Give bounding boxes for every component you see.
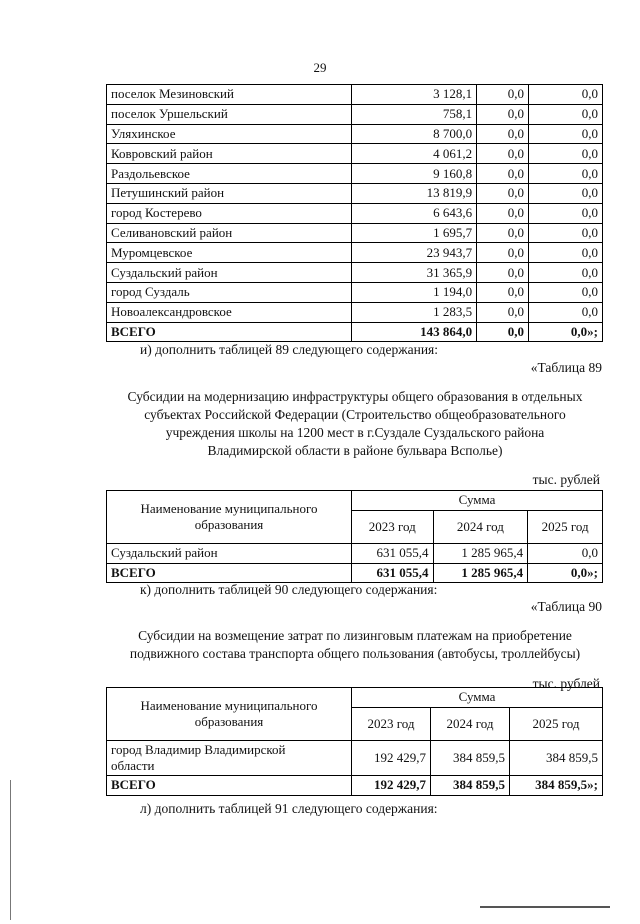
cell-2023: 192 429,7 bbox=[352, 775, 431, 795]
table-row bbox=[107, 302, 603, 322]
header-year: 2024 год bbox=[433, 510, 528, 543]
cell-2025: 0,0 bbox=[528, 203, 602, 223]
cell-2024: 0,0 bbox=[477, 322, 529, 342]
cell-2025: 0,0»; bbox=[528, 322, 602, 342]
header-year: 2024 год bbox=[430, 707, 509, 740]
cell-2024: 1 285 965,4 bbox=[433, 543, 528, 563]
header-name-line: образования bbox=[194, 516, 264, 532]
table-row bbox=[107, 282, 603, 302]
cell-2025: 0,0 bbox=[528, 302, 602, 322]
cell-2025: 0,0 bbox=[528, 124, 602, 144]
header-name bbox=[107, 688, 352, 741]
title-line: субъектах Российской Федерации (Строительство общеобразовательного bbox=[144, 407, 566, 422]
units-label: тыс. рублей bbox=[532, 676, 600, 691]
cell-2025: 384 859,5»; bbox=[509, 775, 602, 795]
cell-2023: 3 128,1 bbox=[352, 85, 477, 105]
title-line: Субсидии на возмещение затрат по лизинговым платежам на приобретение bbox=[138, 628, 572, 643]
units-label: тыс. рублей bbox=[532, 472, 600, 487]
scan-artifact-line bbox=[10, 780, 11, 920]
table-89-title bbox=[100, 388, 610, 460]
cell-2024: 0,0 bbox=[477, 104, 529, 124]
cell-2025: 0,0»; bbox=[528, 563, 603, 583]
scan-artifact-line bbox=[480, 906, 610, 908]
cell-2024: 0,0 bbox=[477, 203, 529, 223]
cell-2025: 0,0 bbox=[528, 183, 602, 203]
cell-2023: 1 283,5 bbox=[352, 302, 477, 322]
row-name: ВСЕГО bbox=[107, 322, 352, 342]
table-90-title bbox=[100, 627, 610, 663]
cell-2023: 631 055,4 bbox=[352, 543, 434, 563]
table-row bbox=[107, 164, 603, 184]
cell-2025: 0,0 bbox=[528, 223, 602, 243]
table-89-label: «Таблица 89 bbox=[530, 360, 602, 375]
row-name: Уляхинское bbox=[107, 124, 352, 144]
table-row bbox=[107, 243, 603, 263]
page-number: 29 bbox=[313, 60, 327, 75]
table-row bbox=[107, 124, 603, 144]
cell-2024: 0,0 bbox=[477, 164, 529, 184]
table-row bbox=[107, 263, 603, 283]
header-year: 2023 год bbox=[352, 707, 431, 740]
row-name: Петушинский район bbox=[107, 183, 352, 203]
cell-2025: 0,0 bbox=[528, 263, 602, 283]
header-sum: Сумма bbox=[352, 491, 603, 511]
table-88-continuation bbox=[106, 84, 603, 342]
table-89 bbox=[106, 490, 603, 583]
cell-2024: 0,0 bbox=[477, 124, 529, 144]
table-90 bbox=[106, 687, 603, 796]
total-row bbox=[107, 775, 603, 795]
cell-2024: 0,0 bbox=[477, 263, 529, 283]
title-line: подвижного состава транспорта общего пользования (автобусы, троллейбусы) bbox=[129, 646, 581, 661]
cell-2024: 0,0 bbox=[477, 85, 529, 105]
cell-2024: 0,0 bbox=[477, 144, 529, 164]
paragraph-k: к) дополнить таблицей 90 следующего содержания: bbox=[140, 582, 438, 597]
row-name: город Костерево bbox=[107, 203, 352, 223]
header-year: 2025 год bbox=[528, 510, 603, 543]
cell-2023: 6 643,6 bbox=[352, 203, 477, 223]
header-year: 2023 год bbox=[352, 510, 434, 543]
cell-2025: 0,0 bbox=[528, 85, 602, 105]
row-name bbox=[107, 740, 352, 775]
cell-2023: 8 700,0 bbox=[352, 124, 477, 144]
cell-2025: 0,0 bbox=[528, 164, 602, 184]
cell-2023: 192 429,7 bbox=[352, 740, 431, 775]
header-sum: Сумма bbox=[352, 688, 603, 708]
table-90-label: «Таблица 90 bbox=[530, 599, 602, 614]
row-name: город Суздаль bbox=[107, 282, 352, 302]
cell-2024: 0,0 bbox=[477, 223, 529, 243]
total-row bbox=[107, 563, 603, 583]
row-name-line: город Владимир Владимирской bbox=[111, 741, 286, 757]
cell-2024: 0,0 bbox=[477, 183, 529, 203]
row-name: Раздольевское bbox=[107, 164, 352, 184]
row-name: ВСЕГО bbox=[107, 563, 352, 583]
header-name-line: образования bbox=[194, 713, 264, 729]
row-name: Суздальский район bbox=[107, 263, 352, 283]
cell-2024: 0,0 bbox=[477, 243, 529, 263]
row-name: Муромцевское bbox=[107, 243, 352, 263]
cell-2024: 384 859,5 bbox=[430, 775, 509, 795]
row-name: поселок Мезиновский bbox=[107, 85, 352, 105]
header-name-line: Наименование муниципального bbox=[140, 500, 318, 516]
table-row bbox=[107, 543, 603, 563]
row-name: ВСЕГО bbox=[107, 775, 352, 795]
cell-2025: 384 859,5 bbox=[509, 740, 602, 775]
paragraph-l: л) дополнить таблицей 91 следующего содержания: bbox=[140, 801, 438, 816]
header-name-line: Наименование муниципального bbox=[140, 697, 318, 713]
table-row bbox=[107, 223, 603, 243]
title-line: Владимирской области в районе бульвара Всполье) bbox=[207, 443, 503, 458]
cell-2025: 0,0 bbox=[528, 243, 602, 263]
header-name bbox=[107, 491, 352, 544]
cell-2025: 0,0 bbox=[528, 144, 602, 164]
table-row bbox=[107, 144, 603, 164]
row-name-line: области bbox=[111, 757, 155, 773]
cell-2023: 1 194,0 bbox=[352, 282, 477, 302]
table-row bbox=[107, 85, 603, 105]
table-88-body bbox=[107, 85, 603, 342]
row-name: поселок Уршельский bbox=[107, 104, 352, 124]
table-row bbox=[107, 740, 603, 775]
cell-2023: 31 365,9 bbox=[352, 263, 477, 283]
row-name: Ковровский район bbox=[107, 144, 352, 164]
cell-2023: 1 695,7 bbox=[352, 223, 477, 243]
title-line: учреждения школы на 1200 мест в г.Суздале Суздальского района bbox=[165, 425, 545, 440]
cell-2024: 0,0 bbox=[477, 302, 529, 322]
cell-2023: 4 061,2 bbox=[352, 144, 477, 164]
cell-2023: 758,1 bbox=[352, 104, 477, 124]
table-row bbox=[107, 203, 603, 223]
row-name: Селивановский район bbox=[107, 223, 352, 243]
total-row bbox=[107, 322, 603, 342]
title-line: Субсидии на модернизацию инфраструктуры общего образования в отдельных bbox=[127, 389, 583, 404]
table-row bbox=[107, 104, 603, 124]
cell-2023: 9 160,8 bbox=[352, 164, 477, 184]
cell-2024: 1 285 965,4 bbox=[433, 563, 528, 583]
cell-2025: 0,0 bbox=[528, 104, 602, 124]
cell-2023: 13 819,9 bbox=[352, 183, 477, 203]
cell-2025: 0,0 bbox=[528, 282, 602, 302]
cell-2023: 23 943,7 bbox=[352, 243, 477, 263]
table-row bbox=[107, 183, 603, 203]
cell-2025: 0,0 bbox=[528, 543, 603, 563]
cell-2024: 0,0 bbox=[477, 282, 529, 302]
cell-2023: 143 864,0 bbox=[352, 322, 477, 342]
row-name: Суздальский район bbox=[107, 543, 352, 563]
paragraph-i: и) дополнить таблицей 89 следующего содержания: bbox=[140, 342, 439, 357]
cell-2023: 631 055,4 bbox=[352, 563, 434, 583]
cell-2024: 384 859,5 bbox=[430, 740, 509, 775]
header-year: 2025 год bbox=[509, 707, 602, 740]
row-name: Новоалександровское bbox=[107, 302, 352, 322]
